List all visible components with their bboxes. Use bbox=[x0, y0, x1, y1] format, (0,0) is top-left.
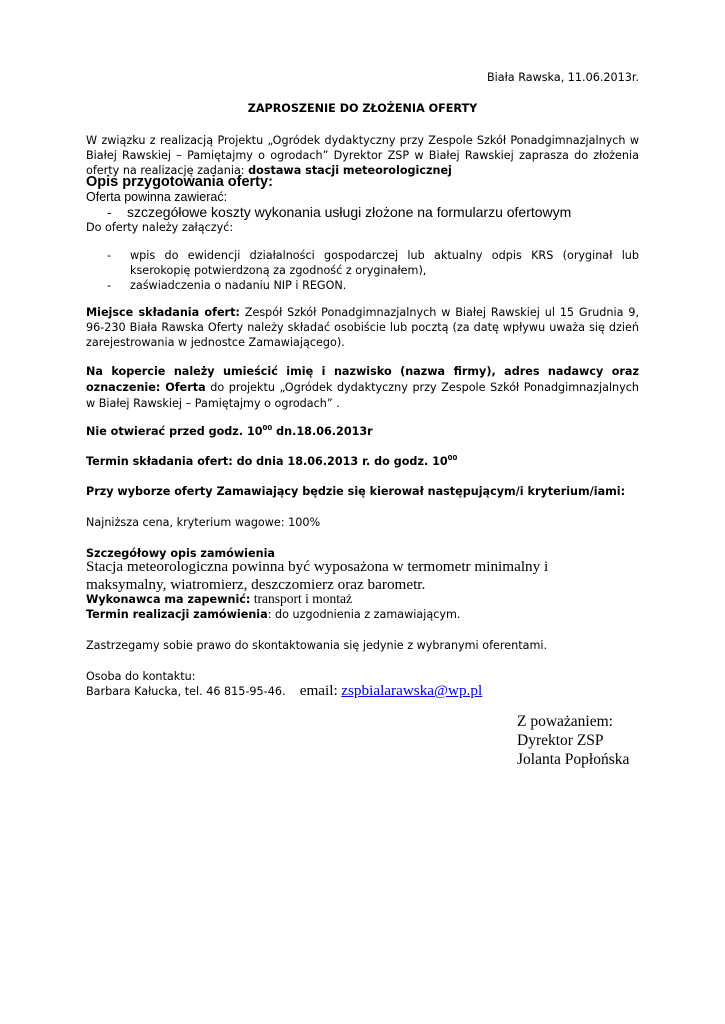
intro-task: dostawa stacji meteorologicznej bbox=[248, 164, 452, 177]
order-heading: Szczegółowy opis zamówienia bbox=[86, 547, 275, 560]
envelope-text: do projektu „Ogródek dydaktyczny przy Zespole Szkół Ponadgimnazjalnych w Białej Rawskiej – Pamiętajmy o ogrodach” . bbox=[86, 381, 639, 410]
order-term bbox=[86, 607, 639, 622]
criteria-text: Najniższa cena, kryterium wagowe: 100% bbox=[86, 516, 321, 529]
term-value: : do uzgodnienia z zamawiającym. bbox=[267, 608, 461, 621]
email-label: email: bbox=[299, 682, 338, 699]
attach-list bbox=[107, 248, 639, 293]
document-title: ZAPROSZENIE DO ZŁOŻENIA OFERTY bbox=[247, 102, 478, 115]
place-text: Zespół Szkół Ponadgimnazjalnych w Białej Rawskiej ul 15 Grudnia 9, 96-230 Biała Rawska Oferty należy składać osobiście lub pocztą (za datę wpływu uważa się dzień zarejestrowania w jednostce Zamawiającego). bbox=[86, 306, 640, 349]
email-link[interactable]: zspbialarawska@wp.pl bbox=[341, 682, 483, 699]
list-item: - wpis do ewidencji działalności gospodarczej lub aktualny odpis KRS (oryginał lub kserokopię potwierdzoną za zgodność z oryginałem), bbox=[107, 249, 639, 277]
contact-line bbox=[86, 683, 639, 699]
list-item: - szczegółowe koszty wykonania usługi złożone na formularzu ofertowym bbox=[107, 204, 572, 220]
attach-label: Do oferty należy załączyć: bbox=[86, 221, 234, 234]
dash-marker: - bbox=[107, 204, 112, 220]
document-date: Biała Rawska, 11.06.2013r. bbox=[486, 71, 639, 84]
envelope-bold-text: Na kopercie należy umieścić imię i nazwisko (nazwa firmy), adres nadawcy oraz oznaczenie: Oferta bbox=[86, 365, 639, 394]
deadline-notice: Termin składania ofert: do dnia 18.06.2013 r. do godz. $10^{00}$ bbox=[86, 454, 458, 468]
order-description: Stacja meteorologiczna powinna być wyposażona w termometr minimalny i maksymalny, wiatromierz, deszczomierz oraz barometr. bbox=[86, 558, 549, 593]
dash-marker: - bbox=[107, 279, 112, 292]
preparation-heading: Opis przygotowania oferty: bbox=[86, 174, 273, 190]
intro-text: W związku z realizacją Projektu „Ogródek dydaktyczny przy Zespole Szkół Ponadgimnazjalnych w Białej Rawskiej – Pamiętajmy o ogrodach” Dyrektor ZSP w Białej Rawskiej zaprasza do złożenia oferty na realizację zadania: bbox=[86, 134, 639, 177]
contact-label: Osoba do kontaktu: bbox=[86, 670, 196, 683]
intro-paragraph bbox=[86, 133, 639, 178]
criteria-heading: Przy wyborze oferty Zamawiający będzie się kierował następującym/i kryterium/iami: bbox=[86, 485, 626, 498]
term-label: Termin realizacji zamówienia bbox=[86, 608, 268, 621]
contact-person: Barbara Kałucka, tel. 46 815-95-46. bbox=[86, 685, 286, 698]
list-item: - zaświadczenia o nadaniu NIP i REGON. bbox=[107, 279, 347, 292]
order-contractor bbox=[86, 591, 639, 607]
signature-greeting: Z poważaniem: bbox=[517, 713, 613, 730]
preparation-should-contain: Oferta powinna zawierać: bbox=[86, 190, 228, 204]
place-label: Miejsce składania ofert: bbox=[86, 306, 240, 319]
envelope-paragraph bbox=[86, 364, 639, 412]
reservation-text: Zastrzegamy sobie prawo do skontaktowania się jedynie z wybranymi oferentami. bbox=[86, 639, 548, 652]
place-paragraph bbox=[86, 305, 639, 350]
contractor-label: Wykonawca ma zapewnić: bbox=[86, 593, 251, 606]
do-not-open-notice: Nie otwierać przed godz. $10^{00}$ dn.18.06.2013r bbox=[86, 424, 373, 438]
signature-name: Jolanta Popłońska bbox=[517, 751, 630, 768]
contain-list bbox=[107, 204, 637, 221]
signature-position: Dyrektor ZSP bbox=[517, 732, 604, 749]
dash-marker: - bbox=[107, 249, 112, 262]
contractor-value: transport i montaż bbox=[250, 591, 352, 606]
